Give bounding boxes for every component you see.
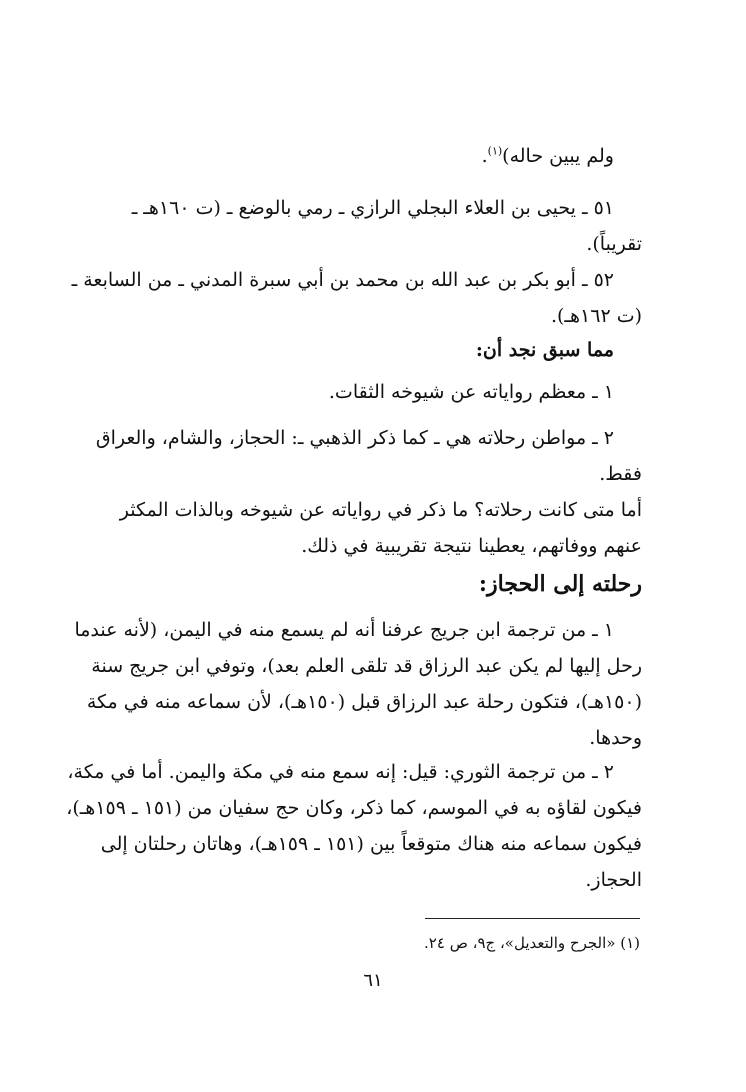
entry-51-line-1: ٥١ ـ يحيى بن العلاء البجلي الرازي ـ رمي بالوضع ـ (ت ١٦٠هـ ـ: [131, 197, 614, 219]
footnote-marker[interactable]: (١): [487, 144, 503, 158]
entry-51: [100, 190, 642, 262]
page-number: ٦١: [363, 970, 383, 991]
footnote: (١) «الجرح والتعديل»، ج٩، ص ٢٤.: [424, 934, 640, 952]
travels-line-2: عنهم ووفاتهم، يعطينا نتيجة تقريبية في ذلك.: [301, 535, 642, 557]
point-2-line-1: ٢ ـ مواطن رحلاته هي ـ كما ذكر الذهبي ـ: الحجاز، والشام، والعراق: [95, 427, 614, 449]
hijaz-2-line-4: الحجاز.: [585, 869, 642, 891]
footnote-divider: [425, 918, 640, 919]
entry-52-line-2: (ت ١٦٢هـ).: [550, 305, 642, 327]
hijaz-1-line-4: وحدها.: [589, 727, 642, 749]
hijaz-2-line-3: فيكون سماعه منه هناك متوقعاً بين (١٥١ ـ ١٥٩هـ)، وهاتان رحلتان إلى: [100, 833, 642, 855]
hijaz-1-line-1: ١ ـ من ترجمة ابن جريج عرفنا أنه لم يسمع منه في اليمن، (لأنه عندما: [74, 619, 614, 641]
intro-end: .: [481, 145, 488, 167]
point-1: ١ ـ معظم رواياته عن شيوخه الثقات.: [328, 381, 614, 403]
paragraph-intro: [100, 138, 642, 174]
paragraph-travels: [100, 492, 642, 564]
hijaz-1-line-3: (١٥٠هـ)، فتكون رحلة عبد الرزاق قبل (١٥٠هـ)، لأن سماعه منه في مكة: [86, 691, 642, 713]
entry-51-line-2: تقريباً).: [586, 233, 642, 255]
hijaz-2-line-2: فيكون لقاؤه به في الموسم، كما ذكر، وكان حج سفيان من (١٥١ ـ ١٥٩هـ)،: [66, 797, 642, 819]
point-2: [95, 420, 642, 492]
hijaz-2-line-1: ٢ ـ من ترجمة الثوري: قيل: إنه سمع منه في مكة واليمن. أما في مكة،: [67, 761, 614, 783]
hijaz-point-1: [74, 612, 642, 756]
travels-line-1: أما متى كانت رحلاته؟ ما ذكر في رواياته عن شيوخه وبالذات المكثر: [119, 499, 642, 521]
entry-52: [71, 262, 642, 334]
section-heading: رحلته إلى الحجاز:: [478, 571, 642, 597]
entry-52-line-1: ٥٢ ـ أبو بكر بن عبد الله بن محمد بن أبي سبرة المدني ـ من السابعة ـ: [71, 269, 614, 291]
hijaz-point-2: [66, 754, 642, 898]
hijaz-1-line-2: رحل إليها لم يكن عبد الرزاق قد تلقى العلم بعد)، وتوفي ابن جريج سنة: [91, 655, 642, 677]
conclusion-intro: مما سبق نجد أن:: [475, 339, 614, 361]
point-2-line-2: فقط.: [599, 463, 642, 485]
intro-text: ولم يبين حاله): [502, 145, 614, 167]
